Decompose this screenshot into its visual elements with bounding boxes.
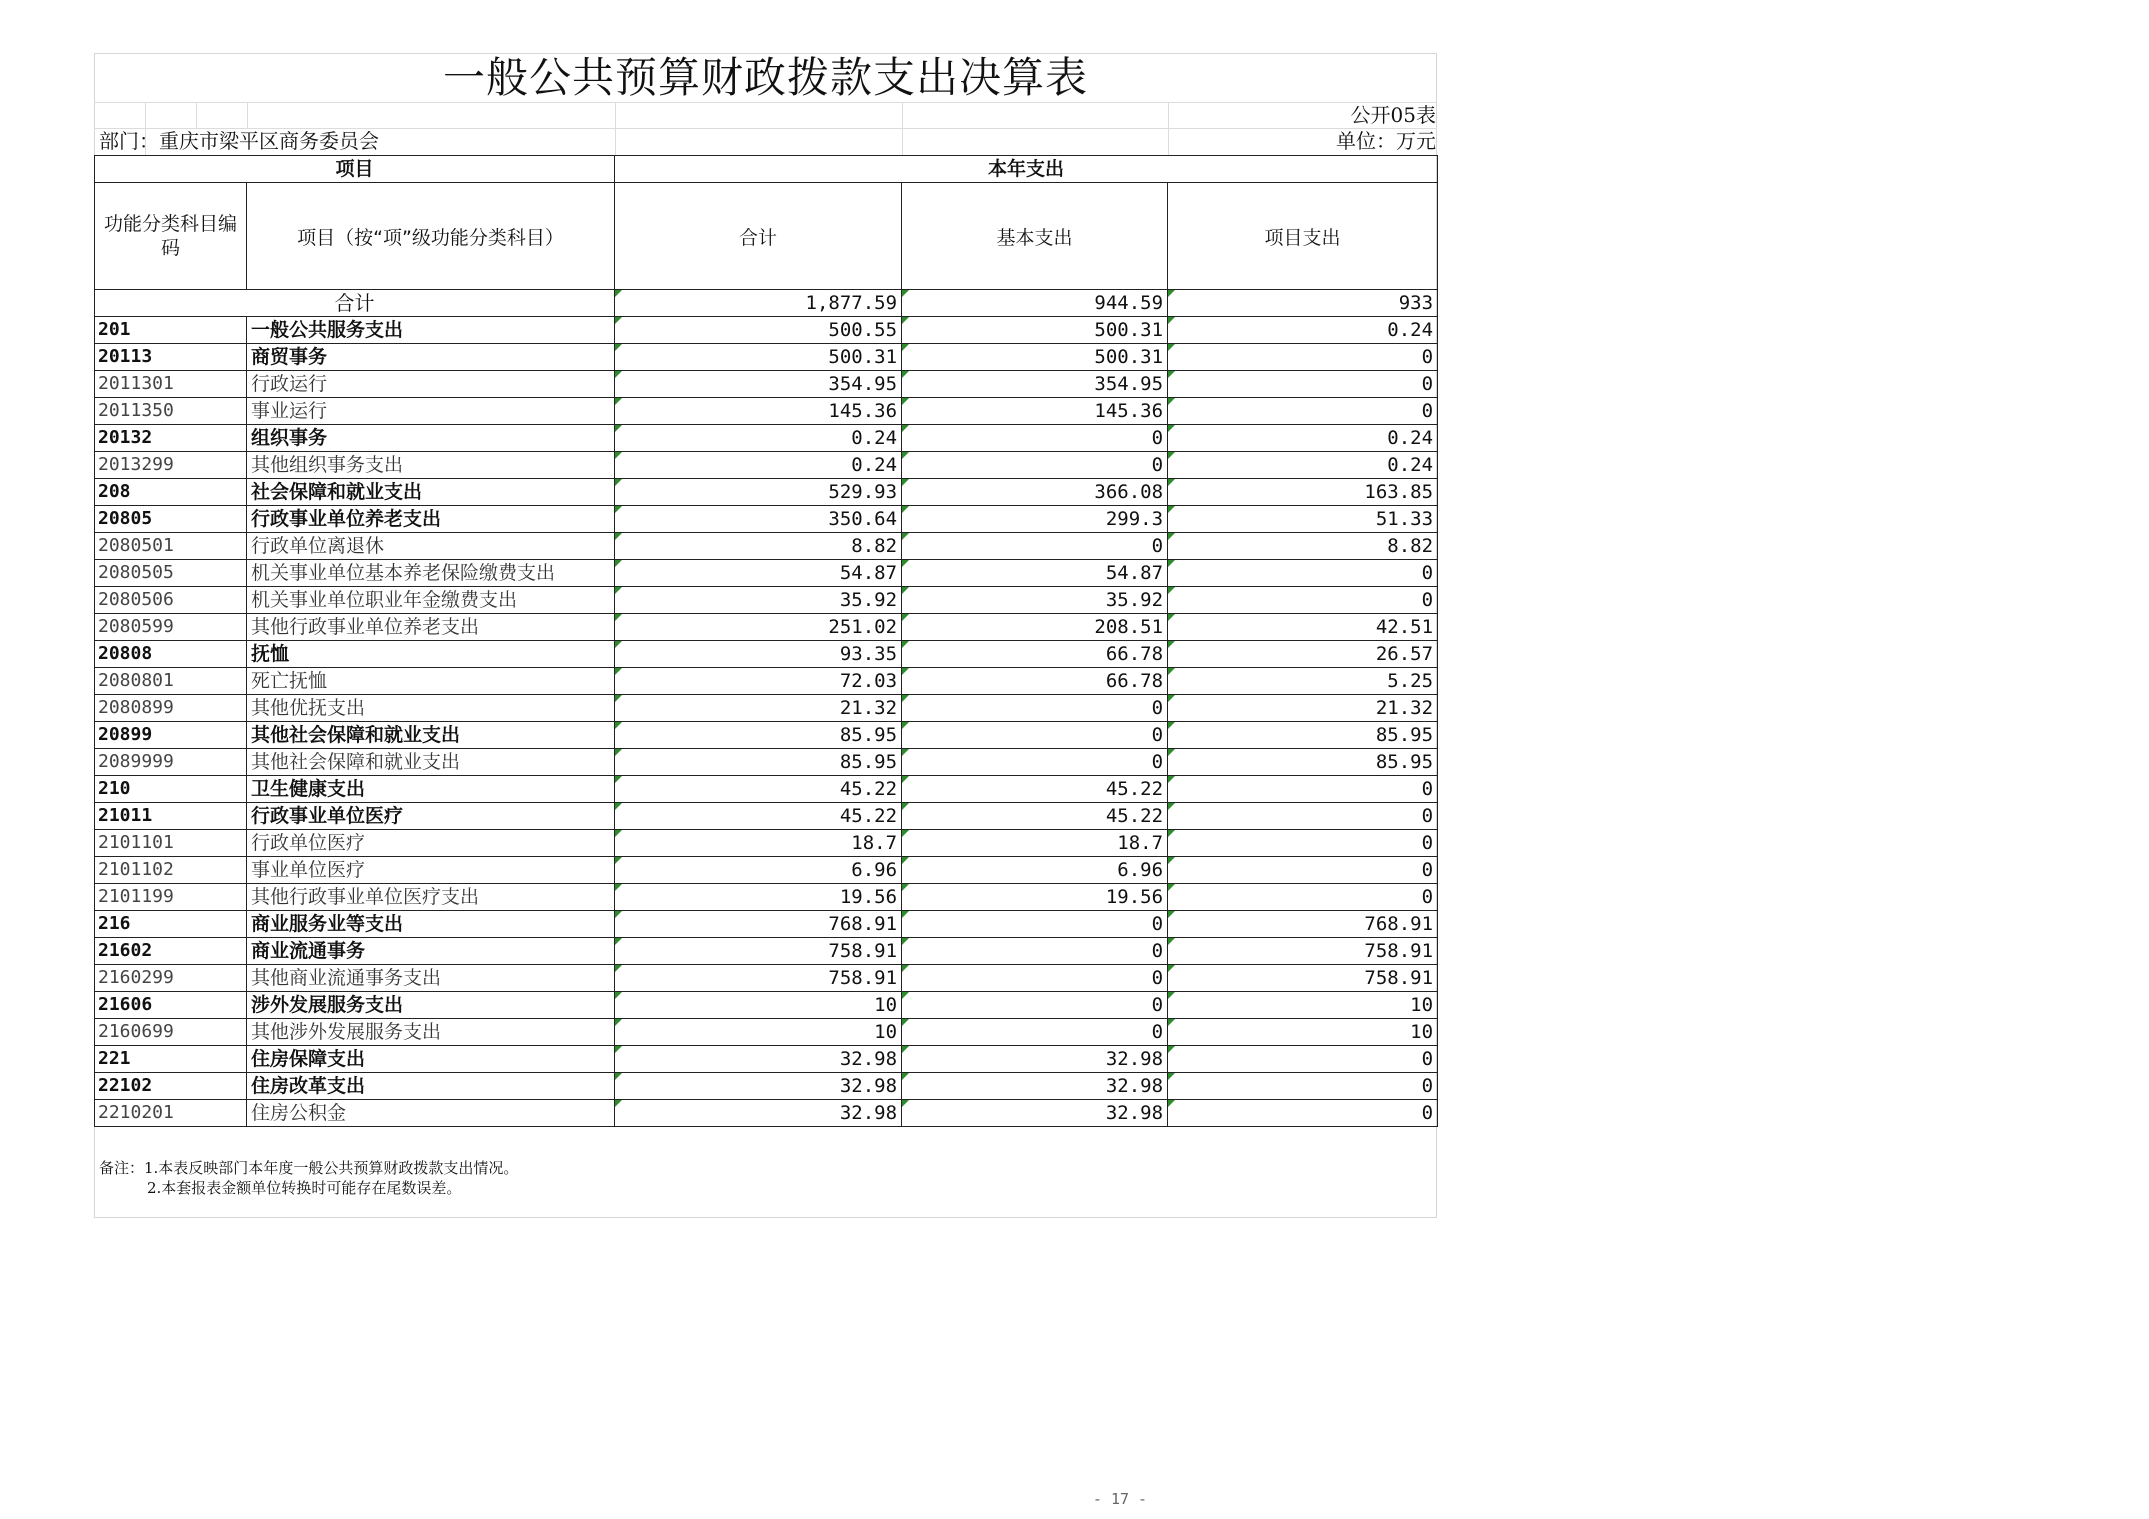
header-basic: 基本支出 [902,183,1168,290]
total-label: 合计 [95,290,615,317]
total-row [95,290,1438,317]
row-name: 事业运行 [247,398,615,425]
row-basic: 0 [902,911,1168,938]
row-project: 0 [1168,587,1438,614]
table-row [95,992,1438,1019]
row-code: 20113 [95,344,247,371]
table-row [95,965,1438,992]
row-project: 0 [1168,398,1438,425]
row-name: 一般公共服务支出 [247,317,615,344]
row-name: 行政单位医疗 [247,830,615,857]
row-project: 0.24 [1168,452,1438,479]
row-project: 758.91 [1168,965,1438,992]
row-total: 145.36 [615,398,902,425]
row-name: 社会保障和就业支出 [247,479,615,506]
table-row [95,587,1438,614]
row-code: 21606 [95,992,247,1019]
row-total: 45.22 [615,776,902,803]
table-row [95,560,1438,587]
row-name: 其他涉外发展服务支出 [247,1019,615,1046]
row-code: 21602 [95,938,247,965]
unit-label: 单位：万元 [1336,129,1436,153]
table-row [95,776,1438,803]
table-row [95,857,1438,884]
note-1: 备注：1.本表反映部门本年度一般公共预算财政拨款支出情况。 [99,1159,519,1177]
row-total: 0.24 [615,425,902,452]
row-total: 32.98 [615,1046,902,1073]
table-row [95,371,1438,398]
row-basic: 145.36 [902,398,1168,425]
row-basic: 0 [902,938,1168,965]
row-basic: 500.31 [902,317,1168,344]
row-project: 21.32 [1168,695,1438,722]
row-total: 500.31 [615,344,902,371]
table-row [95,317,1438,344]
row-total: 18.7 [615,830,902,857]
table-row [95,533,1438,560]
row-project: 0 [1168,344,1438,371]
row-basic: 54.87 [902,560,1168,587]
row-code: 2011350 [95,398,247,425]
row-name: 抚恤 [247,641,615,668]
table-body [95,290,1438,1127]
row-basic: 0 [902,965,1168,992]
row-code: 216 [95,911,247,938]
row-total: 354.95 [615,371,902,398]
row-basic: 500.31 [902,344,1168,371]
table-row [95,911,1438,938]
row-basic: 32.98 [902,1073,1168,1100]
row-code: 210 [95,776,247,803]
row-code: 208 [95,479,247,506]
row-name: 其他组织事务支出 [247,452,615,479]
row-code: 2080599 [95,614,247,641]
row-basic: 18.7 [902,830,1168,857]
department-label: 部门：重庆市梁平区商务委员会 [99,129,379,153]
row-project: 10 [1168,1019,1438,1046]
row-basic: 32.98 [902,1046,1168,1073]
row-name: 行政事业单位养老支出 [247,506,615,533]
row-basic: 0 [902,1019,1168,1046]
row-project: 0 [1168,371,1438,398]
row-project: 5.25 [1168,668,1438,695]
row-project: 0.24 [1168,317,1438,344]
row-code: 2101101 [95,830,247,857]
row-name: 死亡抚恤 [247,668,615,695]
row-code: 201 [95,317,247,344]
row-code: 2160299 [95,965,247,992]
table-row [95,1073,1438,1100]
row-project: 0 [1168,776,1438,803]
row-name: 事业单位医疗 [247,857,615,884]
row-total: 32.98 [615,1100,902,1127]
row-total: 72.03 [615,668,902,695]
row-total: 85.95 [615,722,902,749]
row-project: 0 [1168,1046,1438,1073]
row-basic: 66.78 [902,668,1168,695]
row-name: 住房改革支出 [247,1073,615,1100]
table-row [95,1019,1438,1046]
header-project-exp: 项目支出 [1168,183,1438,290]
row-basic: 366.08 [902,479,1168,506]
row-project: 85.95 [1168,722,1438,749]
row-project: 8.82 [1168,533,1438,560]
row-name: 其他优抚支出 [247,695,615,722]
table-row [95,803,1438,830]
row-name: 机关事业单位基本养老保险缴费支出 [247,560,615,587]
row-name: 行政事业单位医疗 [247,803,615,830]
row-name: 住房公积金 [247,1100,615,1127]
row-name: 涉外发展服务支出 [247,992,615,1019]
note-2: 2.本套报表金额单位转换时可能存在尾数误差。 [147,1179,462,1197]
row-project: 0 [1168,1073,1438,1100]
header-func-code: 功能分类科目编码 [95,183,247,290]
table-row [95,452,1438,479]
row-code: 2101102 [95,857,247,884]
row-total: 758.91 [615,938,902,965]
table-row [95,830,1438,857]
row-basic: 354.95 [902,371,1168,398]
row-name: 住房保障支出 [247,1046,615,1073]
row-name: 其他行政事业单位养老支出 [247,614,615,641]
row-total: 35.92 [615,587,902,614]
row-project: 26.57 [1168,641,1438,668]
row-project: 768.91 [1168,911,1438,938]
total-sum: 1,877.59 [615,290,902,317]
row-project: 85.95 [1168,749,1438,776]
row-code: 2089999 [95,749,247,776]
row-project: 0 [1168,803,1438,830]
row-total: 6.96 [615,857,902,884]
row-name: 商业流通事务 [247,938,615,965]
row-total: 350.64 [615,506,902,533]
row-code: 20899 [95,722,247,749]
row-code: 2101199 [95,884,247,911]
row-basic: 6.96 [902,857,1168,884]
header-item-name: 项目（按“项”级功能分类科目） [247,183,615,290]
row-name: 其他社会保障和就业支出 [247,749,615,776]
row-basic: 45.22 [902,776,1168,803]
table-row [95,344,1438,371]
row-project: 42.51 [1168,614,1438,641]
row-name: 卫生健康支出 [247,776,615,803]
row-code: 20808 [95,641,247,668]
row-total: 21.32 [615,695,902,722]
row-total: 32.98 [615,1073,902,1100]
row-basic: 299.3 [902,506,1168,533]
row-name: 商业服务业等支出 [247,911,615,938]
row-total: 0.24 [615,452,902,479]
table-row [95,884,1438,911]
row-project: 0 [1168,1100,1438,1127]
page-title: 一般公共预算财政拨款支出决算表 [442,53,1088,102]
row-code: 2080501 [95,533,247,560]
row-name: 行政单位离退休 [247,533,615,560]
row-total: 758.91 [615,965,902,992]
table-row [95,425,1438,452]
row-total: 45.22 [615,803,902,830]
row-code: 20805 [95,506,247,533]
row-basic: 0 [902,425,1168,452]
row-code: 2080505 [95,560,247,587]
row-total: 500.55 [615,317,902,344]
row-code: 2080506 [95,587,247,614]
table-row [95,668,1438,695]
row-total: 251.02 [615,614,902,641]
row-basic: 45.22 [902,803,1168,830]
row-code: 22102 [95,1073,247,1100]
total-project: 933 [1168,290,1438,317]
row-name: 组织事务 [247,425,615,452]
page-number: - 17 - [1092,1490,1148,1508]
row-project: 758.91 [1168,938,1438,965]
table-row [95,641,1438,668]
row-code: 2080899 [95,695,247,722]
row-basic: 0 [902,722,1168,749]
row-code: 2011301 [95,371,247,398]
table-row [95,695,1438,722]
row-project: 163.85 [1168,479,1438,506]
row-project: 0 [1168,560,1438,587]
table-row [95,1100,1438,1127]
notes [99,1158,518,1198]
row-name: 其他社会保障和就业支出 [247,722,615,749]
row-total: 8.82 [615,533,902,560]
row-basic: 208.51 [902,614,1168,641]
row-code: 21011 [95,803,247,830]
row-basic: 66.78 [902,641,1168,668]
row-name: 其他商业流通事务支出 [247,965,615,992]
table-row [95,749,1438,776]
row-code: 2160699 [95,1019,247,1046]
row-total: 768.91 [615,911,902,938]
table-row [95,1046,1438,1073]
row-code: 2210201 [95,1100,247,1127]
table-row [95,614,1438,641]
row-project: 0 [1168,884,1438,911]
row-total: 10 [615,992,902,1019]
row-basic: 0 [902,749,1168,776]
row-name: 机关事业单位职业年金缴费支出 [247,587,615,614]
table-row [95,506,1438,533]
row-basic: 0 [902,695,1168,722]
row-project: 0 [1168,830,1438,857]
row-basic: 32.98 [902,1100,1168,1127]
row-code: 2013299 [95,452,247,479]
expenditure-table [94,155,1438,1127]
row-project: 51.33 [1168,506,1438,533]
row-basic: 0 [902,533,1168,560]
row-total: 10 [615,1019,902,1046]
header-total: 合计 [615,183,902,290]
row-total: 54.87 [615,560,902,587]
row-name: 其他行政事业单位医疗支出 [247,884,615,911]
header-project: 项目 [95,156,615,183]
row-project: 0 [1168,857,1438,884]
table-row [95,938,1438,965]
row-total: 529.93 [615,479,902,506]
table-row [95,722,1438,749]
header-current-year: 本年支出 [615,156,1438,183]
row-total: 85.95 [615,749,902,776]
gridline [247,102,248,128]
row-code: 221 [95,1046,247,1073]
total-basic: 944.59 [902,290,1168,317]
row-project: 10 [1168,992,1438,1019]
table-row [95,398,1438,425]
table-code: 公开05表 [1350,103,1436,127]
row-name: 商贸事务 [247,344,615,371]
row-code: 20132 [95,425,247,452]
table-row [95,479,1438,506]
row-basic: 0 [902,452,1168,479]
gridline [196,102,197,128]
row-total: 93.35 [615,641,902,668]
row-name: 行政运行 [247,371,615,398]
row-basic: 19.56 [902,884,1168,911]
row-basic: 35.92 [902,587,1168,614]
row-basic: 0 [902,992,1168,1019]
row-code: 2080801 [95,668,247,695]
row-project: 0.24 [1168,425,1438,452]
row-total: 19.56 [615,884,902,911]
